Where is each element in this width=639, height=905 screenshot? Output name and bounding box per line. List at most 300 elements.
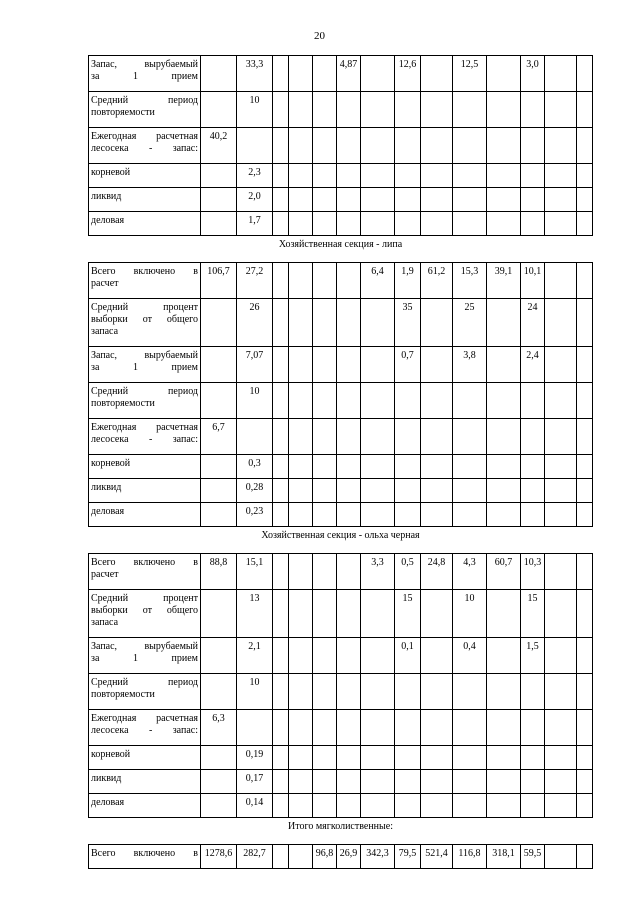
table-cell bbox=[201, 746, 237, 770]
table-cell bbox=[577, 503, 593, 527]
table-cell bbox=[201, 92, 237, 128]
row-label-line: корневой bbox=[91, 167, 131, 178]
table-cell: 10,3 bbox=[521, 554, 545, 590]
table-cell bbox=[421, 212, 453, 236]
table-cell bbox=[577, 638, 593, 674]
table-cell: 88,8 bbox=[201, 554, 237, 590]
table-cell bbox=[395, 770, 421, 794]
table-cell bbox=[487, 212, 521, 236]
table-cell bbox=[337, 770, 361, 794]
table-cell bbox=[289, 128, 313, 164]
table-row bbox=[89, 263, 593, 299]
table-row bbox=[89, 188, 593, 212]
table-cell bbox=[337, 188, 361, 212]
table-cell bbox=[361, 383, 395, 419]
table-cell: 2,1 bbox=[237, 638, 273, 674]
table-cell bbox=[361, 674, 395, 710]
table-cell bbox=[337, 263, 361, 299]
table-cell bbox=[577, 554, 593, 590]
table-cell: 0,19 bbox=[237, 746, 273, 770]
table-cell bbox=[337, 674, 361, 710]
row-label-line: Всего включено в bbox=[91, 557, 198, 568]
row-label-line: ликвид bbox=[91, 191, 122, 202]
table-cell bbox=[521, 128, 545, 164]
table-cell bbox=[421, 638, 453, 674]
table-cell bbox=[361, 479, 395, 503]
table-row bbox=[89, 347, 593, 383]
row-label-line: выборки от общего bbox=[91, 314, 198, 325]
table-cell: 106,7 bbox=[201, 263, 237, 299]
table-cell bbox=[577, 710, 593, 746]
table-cell bbox=[201, 674, 237, 710]
table-cell: 40,2 bbox=[201, 128, 237, 164]
table-cell bbox=[545, 845, 577, 869]
row-label-line: выборки от общего bbox=[91, 605, 198, 616]
table-cell bbox=[313, 503, 337, 527]
row-label-line: Средний период bbox=[91, 95, 198, 106]
table-cell bbox=[545, 212, 577, 236]
table-cell bbox=[201, 590, 237, 638]
table-cell bbox=[487, 455, 521, 479]
row-label-line: Запас, вырубаемый bbox=[91, 59, 198, 70]
table-cell bbox=[313, 419, 337, 455]
table-cell bbox=[577, 590, 593, 638]
table-cell bbox=[487, 56, 521, 92]
table-cell: 12,6 bbox=[395, 56, 421, 92]
section-title: Хозяйственная секция - ольха черная bbox=[261, 530, 420, 541]
table-cell bbox=[361, 710, 395, 746]
table-cell bbox=[545, 455, 577, 479]
table-cell bbox=[289, 263, 313, 299]
table-cell: 15 bbox=[395, 590, 421, 638]
table-cell bbox=[313, 263, 337, 299]
table-cell bbox=[361, 590, 395, 638]
table-cell bbox=[545, 638, 577, 674]
table-cell bbox=[289, 419, 313, 455]
table-cell bbox=[289, 590, 313, 638]
table-cell bbox=[521, 419, 545, 455]
row-label-line: за 1 прием bbox=[91, 362, 198, 373]
table-cell bbox=[395, 746, 421, 770]
row-label-line: деловая bbox=[91, 215, 125, 226]
table-cell: 59,5 bbox=[521, 845, 545, 869]
table-cell bbox=[577, 845, 593, 869]
table-cell bbox=[577, 128, 593, 164]
row-label-line: Запас, вырубаемый bbox=[91, 350, 198, 361]
table-cell bbox=[521, 188, 545, 212]
row-label-line: запаса bbox=[91, 617, 119, 628]
row-label bbox=[89, 263, 201, 299]
table-cell bbox=[453, 419, 487, 455]
table-cell bbox=[487, 746, 521, 770]
table-row bbox=[89, 590, 593, 638]
row-label-line: лесосека - запас: bbox=[91, 434, 198, 445]
table-cell bbox=[545, 503, 577, 527]
table-cell bbox=[453, 479, 487, 503]
table-cell: 3,0 bbox=[521, 56, 545, 92]
table-cell bbox=[521, 503, 545, 527]
table-cell bbox=[453, 746, 487, 770]
table-cell: 7,07 bbox=[237, 347, 273, 383]
table-cell bbox=[361, 794, 395, 818]
table-cell bbox=[453, 674, 487, 710]
table-cell bbox=[337, 554, 361, 590]
table-cell bbox=[337, 212, 361, 236]
table-cell bbox=[487, 164, 521, 188]
table-cell bbox=[395, 212, 421, 236]
row-label-line: запаса bbox=[91, 326, 119, 337]
table-cell bbox=[201, 188, 237, 212]
table-cell: 24 bbox=[521, 299, 545, 347]
table-cell: 0,7 bbox=[395, 347, 421, 383]
table-row bbox=[89, 212, 593, 236]
table-cell bbox=[313, 554, 337, 590]
table-cell bbox=[577, 770, 593, 794]
row-label-line: повторяемости bbox=[91, 107, 155, 118]
table-cell: 24,8 bbox=[421, 554, 453, 590]
table-cell bbox=[289, 710, 313, 746]
table-cell: 3,3 bbox=[361, 554, 395, 590]
table-cell: 15 bbox=[521, 590, 545, 638]
table-cell: 26,9 bbox=[337, 845, 361, 869]
table-cell bbox=[521, 794, 545, 818]
table-cell: 26 bbox=[237, 299, 273, 347]
table-cell bbox=[361, 128, 395, 164]
table-cell: 60,7 bbox=[487, 554, 521, 590]
table-cell bbox=[361, 503, 395, 527]
table-cell bbox=[289, 503, 313, 527]
table-cell bbox=[313, 455, 337, 479]
table-cell bbox=[395, 164, 421, 188]
table-cell bbox=[237, 710, 273, 746]
row-label bbox=[89, 188, 201, 212]
table-cell: 2,4 bbox=[521, 347, 545, 383]
table-cell bbox=[487, 128, 521, 164]
table-cell bbox=[395, 794, 421, 818]
table-cell: 4,3 bbox=[453, 554, 487, 590]
table-row bbox=[89, 419, 593, 455]
table-cell bbox=[361, 188, 395, 212]
table-cell bbox=[487, 299, 521, 347]
table-cell bbox=[361, 455, 395, 479]
table-cell bbox=[421, 770, 453, 794]
row-label-line: повторяемости bbox=[91, 398, 155, 409]
table-cell bbox=[313, 746, 337, 770]
row-label bbox=[89, 794, 201, 818]
table-cell: 0,3 bbox=[237, 455, 273, 479]
table-row bbox=[89, 92, 593, 128]
table-cell bbox=[201, 455, 237, 479]
table-cell: 282,7 bbox=[237, 845, 273, 869]
table-cell bbox=[395, 188, 421, 212]
table-cell bbox=[313, 479, 337, 503]
row-label bbox=[89, 164, 201, 188]
table-cell bbox=[577, 479, 593, 503]
table-cell bbox=[421, 479, 453, 503]
table-cell bbox=[421, 746, 453, 770]
table-cell bbox=[337, 164, 361, 188]
table-cell bbox=[577, 212, 593, 236]
table-cell bbox=[421, 710, 453, 746]
table-cell bbox=[273, 263, 289, 299]
table-cell bbox=[421, 419, 453, 455]
table-cell: 1,9 bbox=[395, 263, 421, 299]
table-cell bbox=[273, 794, 289, 818]
table-cell: 1278,6 bbox=[201, 845, 237, 869]
table-cell: 35 bbox=[395, 299, 421, 347]
row-label bbox=[89, 554, 201, 590]
table-row bbox=[89, 383, 593, 419]
table-cell bbox=[201, 770, 237, 794]
table-cell bbox=[487, 503, 521, 527]
table-cell bbox=[273, 164, 289, 188]
table-cell: 318,1 bbox=[487, 845, 521, 869]
table-cell bbox=[273, 479, 289, 503]
table-cell bbox=[273, 299, 289, 347]
table-cell bbox=[545, 479, 577, 503]
table-cell bbox=[337, 638, 361, 674]
table-cell bbox=[337, 383, 361, 419]
table-cell bbox=[337, 419, 361, 455]
row-label-line: за 1 прием bbox=[91, 71, 198, 82]
table-cell bbox=[273, 590, 289, 638]
table-cell bbox=[453, 503, 487, 527]
table-cell bbox=[273, 770, 289, 794]
row-label bbox=[89, 299, 201, 347]
table-cell bbox=[395, 710, 421, 746]
table-cell: 10 bbox=[237, 383, 273, 419]
table-row bbox=[89, 674, 593, 710]
table-row bbox=[89, 479, 593, 503]
row-label-line: Ежегодная расчетная bbox=[91, 422, 198, 433]
table-cell bbox=[545, 92, 577, 128]
row-label-line: Ежегодная расчетная bbox=[91, 131, 198, 142]
table-cell: 4,87 bbox=[337, 56, 361, 92]
table-cell: 10 bbox=[237, 92, 273, 128]
table-cell bbox=[545, 263, 577, 299]
table-row bbox=[89, 56, 593, 92]
table-cell bbox=[421, 164, 453, 188]
table-cell bbox=[289, 188, 313, 212]
table-cell: 13 bbox=[237, 590, 273, 638]
table-cell bbox=[313, 56, 337, 92]
row-label bbox=[89, 746, 201, 770]
row-label bbox=[89, 503, 201, 527]
table-cell: 2,0 bbox=[237, 188, 273, 212]
table-cell bbox=[289, 770, 313, 794]
section-title: Итого мягколиственные: bbox=[288, 821, 393, 832]
table-cell bbox=[361, 419, 395, 455]
table-cell bbox=[545, 347, 577, 383]
table-cell bbox=[361, 92, 395, 128]
table-cell bbox=[289, 383, 313, 419]
table-cell bbox=[487, 770, 521, 794]
table-cell bbox=[337, 128, 361, 164]
table-cell bbox=[395, 419, 421, 455]
table-cell bbox=[421, 455, 453, 479]
row-label-line: деловая bbox=[91, 797, 125, 808]
table-cell bbox=[289, 164, 313, 188]
table-cell bbox=[521, 455, 545, 479]
table-cell bbox=[337, 590, 361, 638]
table-cell bbox=[273, 188, 289, 212]
table-cell bbox=[395, 128, 421, 164]
row-label-line: Всего включено в bbox=[91, 266, 198, 277]
table-cell bbox=[273, 503, 289, 527]
table-cell: 3,8 bbox=[453, 347, 487, 383]
table-cell bbox=[289, 347, 313, 383]
table-cell bbox=[487, 590, 521, 638]
table-cell bbox=[289, 794, 313, 818]
table-cell bbox=[273, 674, 289, 710]
table-cell bbox=[421, 128, 453, 164]
section-header-row bbox=[89, 236, 593, 263]
table-cell bbox=[453, 164, 487, 188]
table-cell: 0,23 bbox=[237, 503, 273, 527]
table-cell bbox=[337, 92, 361, 128]
table-cell bbox=[395, 383, 421, 419]
table-cell bbox=[201, 299, 237, 347]
table-cell bbox=[545, 590, 577, 638]
section-title: Хозяйственная секция - липа bbox=[278, 239, 403, 250]
table-cell bbox=[487, 674, 521, 710]
table-cell: 6,3 bbox=[201, 710, 237, 746]
row-label-line: лесосека - запас: bbox=[91, 725, 198, 736]
table-row bbox=[89, 455, 593, 479]
table-cell bbox=[273, 554, 289, 590]
table-cell bbox=[453, 128, 487, 164]
table-cell: 521,4 bbox=[421, 845, 453, 869]
table-cell bbox=[273, 128, 289, 164]
row-label-line: расчет bbox=[91, 278, 119, 289]
table-cell bbox=[289, 299, 313, 347]
table-cell bbox=[577, 383, 593, 419]
table-cell bbox=[453, 383, 487, 419]
table-cell bbox=[577, 419, 593, 455]
table-cell bbox=[313, 710, 337, 746]
table-cell bbox=[521, 770, 545, 794]
table-cell bbox=[487, 188, 521, 212]
table-cell bbox=[395, 479, 421, 503]
table-row bbox=[89, 770, 593, 794]
table-cell bbox=[361, 56, 395, 92]
table-cell bbox=[201, 164, 237, 188]
table-cell bbox=[545, 554, 577, 590]
table-cell bbox=[577, 455, 593, 479]
table-cell bbox=[313, 770, 337, 794]
table-cell bbox=[395, 455, 421, 479]
table-row bbox=[89, 710, 593, 746]
table-cell bbox=[337, 299, 361, 347]
table-cell bbox=[421, 299, 453, 347]
table-cell bbox=[545, 128, 577, 164]
table-cell bbox=[521, 710, 545, 746]
page-number: 20 bbox=[314, 30, 325, 42]
table-cell bbox=[521, 479, 545, 503]
table-cell bbox=[337, 794, 361, 818]
row-label bbox=[89, 128, 201, 164]
table-cell bbox=[521, 674, 545, 710]
table-cell bbox=[521, 746, 545, 770]
row-label-line: деловая bbox=[91, 506, 125, 517]
table-cell bbox=[487, 419, 521, 455]
row-label-line: Средний процент bbox=[91, 593, 198, 604]
table-cell bbox=[421, 590, 453, 638]
table-cell bbox=[273, 383, 289, 419]
table-cell bbox=[237, 419, 273, 455]
table-cell: 33,3 bbox=[237, 56, 273, 92]
table-cell bbox=[487, 347, 521, 383]
table-cell bbox=[289, 455, 313, 479]
table-cell: 0,17 bbox=[237, 770, 273, 794]
table-cell bbox=[201, 638, 237, 674]
table-cell bbox=[361, 212, 395, 236]
table-cell bbox=[289, 212, 313, 236]
table-cell bbox=[313, 383, 337, 419]
table-cell: 12,5 bbox=[453, 56, 487, 92]
table-cell bbox=[577, 347, 593, 383]
table-cell bbox=[313, 299, 337, 347]
table-cell bbox=[421, 92, 453, 128]
table-cell bbox=[521, 212, 545, 236]
table-row bbox=[89, 299, 593, 347]
row-label-line: расчет bbox=[91, 569, 119, 580]
table-cell bbox=[545, 164, 577, 188]
table-row bbox=[89, 164, 593, 188]
table-cell bbox=[453, 455, 487, 479]
table-cell bbox=[487, 794, 521, 818]
table-cell bbox=[577, 164, 593, 188]
table-cell bbox=[313, 212, 337, 236]
table-cell bbox=[521, 164, 545, 188]
row-label-line: Средний период bbox=[91, 386, 198, 397]
table-cell: 25 bbox=[453, 299, 487, 347]
table-cell bbox=[577, 746, 593, 770]
row-label-line: ликвид bbox=[91, 482, 122, 493]
table-cell bbox=[361, 770, 395, 794]
row-label bbox=[89, 347, 201, 383]
table-cell bbox=[453, 710, 487, 746]
table-cell bbox=[395, 92, 421, 128]
section-header-row bbox=[89, 818, 593, 845]
table-cell bbox=[577, 299, 593, 347]
table-cell bbox=[577, 794, 593, 818]
row-label-line: Запас, вырубаемый bbox=[91, 641, 198, 652]
table-cell bbox=[545, 746, 577, 770]
table-cell bbox=[453, 92, 487, 128]
row-label bbox=[89, 710, 201, 746]
table-cell bbox=[313, 794, 337, 818]
table-cell: 96,8 bbox=[313, 845, 337, 869]
table-cell bbox=[361, 638, 395, 674]
table-cell bbox=[289, 92, 313, 128]
table-cell bbox=[273, 56, 289, 92]
table-cell bbox=[361, 299, 395, 347]
table-cell bbox=[337, 503, 361, 527]
table-cell: 0,1 bbox=[395, 638, 421, 674]
row-label-line: корневой bbox=[91, 458, 131, 469]
table-cell bbox=[313, 638, 337, 674]
table-cell: 61,2 bbox=[421, 263, 453, 299]
table-cell bbox=[201, 347, 237, 383]
table-cell bbox=[453, 794, 487, 818]
table-row bbox=[89, 638, 593, 674]
table-cell bbox=[201, 212, 237, 236]
table-cell bbox=[273, 710, 289, 746]
table-cell: 6,7 bbox=[201, 419, 237, 455]
table-cell: 27,2 bbox=[237, 263, 273, 299]
table-cell bbox=[273, 419, 289, 455]
